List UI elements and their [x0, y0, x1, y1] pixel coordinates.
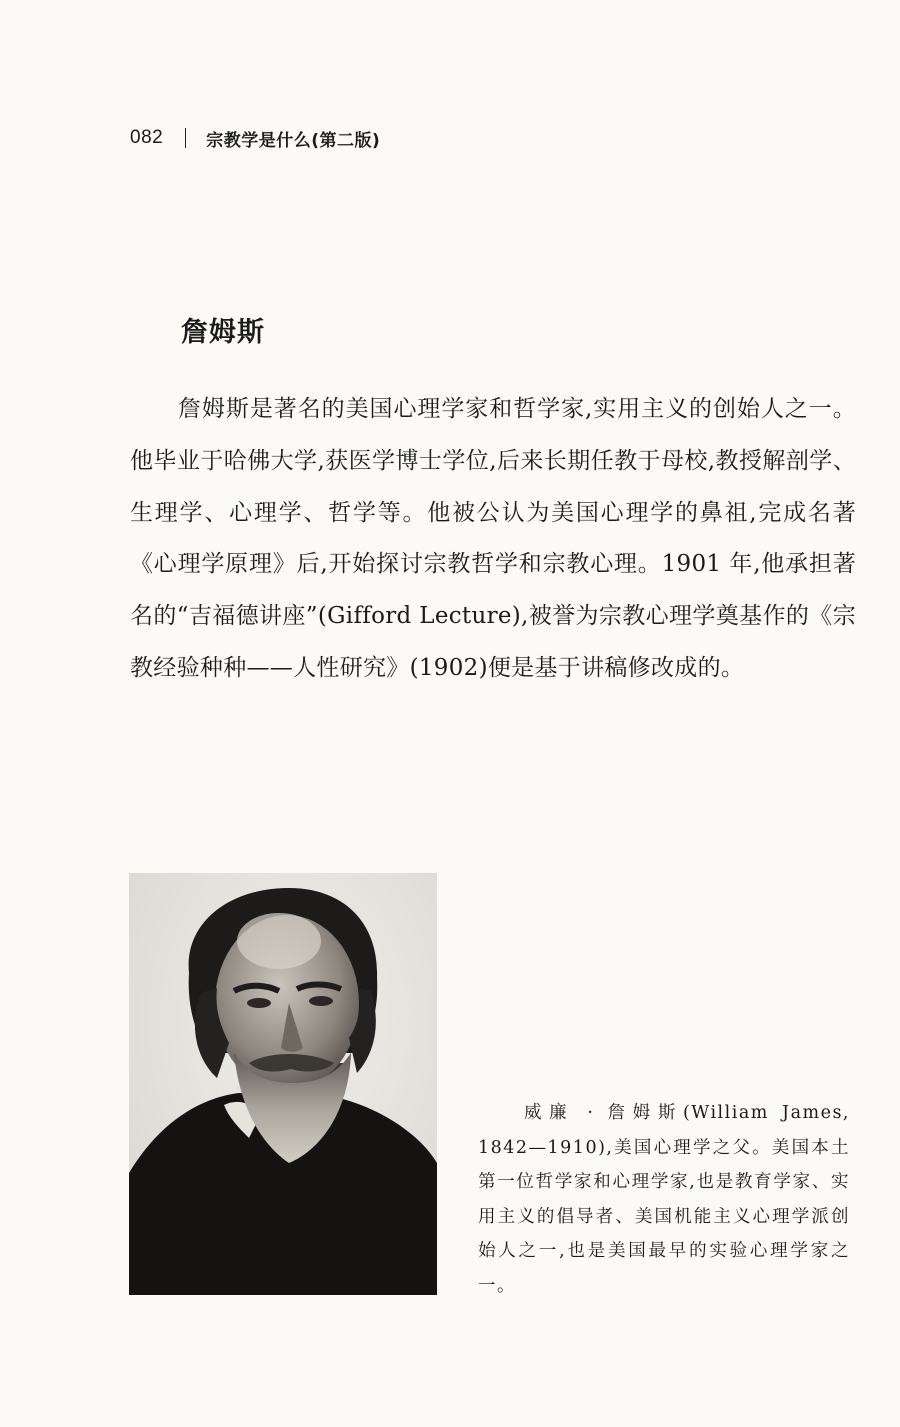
portrait-photo: [129, 873, 437, 1295]
portrait-illustration: [129, 873, 437, 1295]
running-header: [130, 124, 380, 152]
book-title: 宗教学是什么(第二版): [206, 130, 381, 151]
figure-caption: 威廉 · 詹姆斯(William James, 1842—1910),美国心理学之父。美国本土第一位哲学家和心理学家,也是教育学家、实用主义的倡导者、美国机能主义心理学派创始人之一,也是美国最早的实验心理学家之一。: [478, 1103, 850, 1296]
section-title: 詹姆斯: [181, 317, 265, 348]
page-number: 082: [130, 127, 164, 148]
body-paragraph: 詹姆斯是著名的美国心理学家和哲学家,实用主义的创始人之一。他毕业于哈佛大学,获医学博士学位,后来长期任教于母校,教授解剖学、生理学、心理学、哲学等。他被公认为美国心理学的鼻祖,完成名著《心理学原理》后,开始探讨宗教哲学和宗教心理。1901 年,他承担著名的“吉福德讲座”(Gifford Lecture),被誉为宗教心理学奠基作的《宗教经验种种——人性研究》(1902)便是基于讲稿修改成的。: [130, 396, 856, 681]
header-divider: [185, 128, 186, 148]
